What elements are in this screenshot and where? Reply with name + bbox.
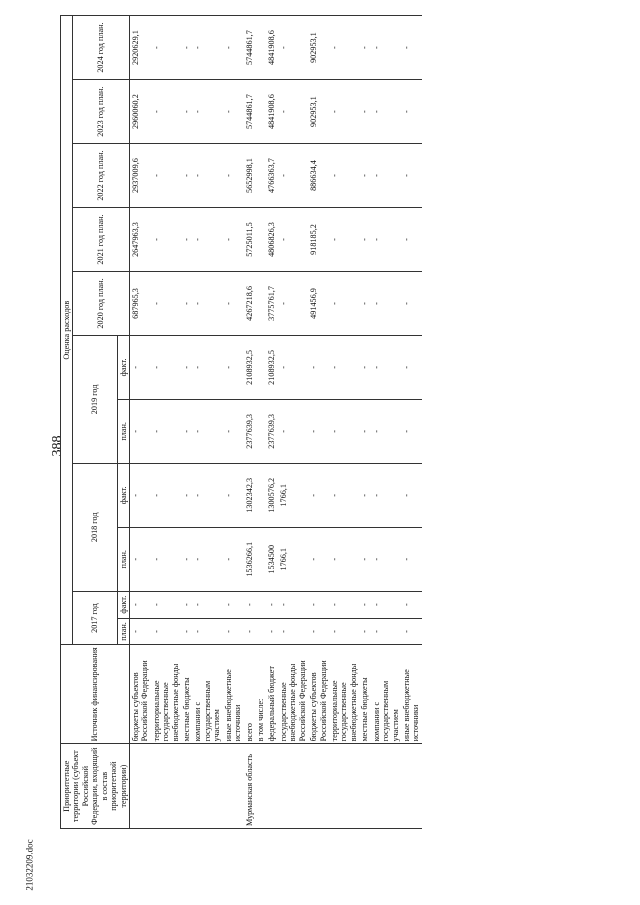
header-2017-fact: факт. [117, 591, 129, 618]
source-cell: государственные внебюджетные фонды Российской Федерации [278, 645, 308, 744]
value-cell: - [181, 463, 192, 527]
value-cell: - [278, 144, 308, 208]
value-cell: - [359, 527, 370, 591]
value-cell: - [129, 618, 150, 645]
value-cell [255, 527, 266, 591]
territory-cell [278, 744, 308, 829]
value-cell: 1534500 [266, 527, 277, 591]
territory-cell [192, 744, 222, 829]
table-row [223, 16, 244, 829]
value-cell: - [371, 463, 401, 527]
value-cell: - [359, 335, 370, 399]
value-cell: - [359, 271, 370, 335]
value-cell: - [192, 591, 222, 618]
value-cell: 1300576,2 [266, 463, 277, 527]
table-row [181, 16, 192, 829]
value-cell [255, 618, 266, 645]
value-cell: - [244, 618, 255, 645]
value-cell: - [371, 208, 401, 272]
source-cell: территориальные государственные внебюджетные фонды [329, 645, 359, 744]
value-cell: - [329, 271, 359, 335]
value-cell: - [223, 335, 244, 399]
value-cell: - [151, 144, 181, 208]
value-cell: 1536266,1 [244, 527, 255, 591]
value-cell: - [129, 591, 150, 618]
table-row [244, 16, 255, 829]
value-cell: - [401, 618, 422, 645]
header-2023: 2023 год план. [73, 80, 130, 144]
value-cell: - [278, 399, 308, 463]
source-cell: иные внебюджетные источники [401, 645, 422, 744]
value-cell: - [359, 399, 370, 463]
value-cell: 2647963,3 [129, 208, 150, 272]
value-cell: 2108932,5 [244, 335, 255, 399]
territory-cell [371, 744, 401, 829]
value-cell: - [181, 591, 192, 618]
source-cell: бюджеты субъектов Российской Федерации [129, 645, 150, 744]
value-cell: - [151, 80, 181, 144]
page-number: 388 [50, 435, 65, 457]
value-cell: - [401, 591, 422, 618]
value-cell: - [278, 16, 308, 80]
value-cell: 902953,1 [308, 16, 329, 80]
value-cell: - [223, 208, 244, 272]
header-2018-plan: план. [117, 527, 129, 591]
value-cell: - [129, 399, 150, 463]
source-cell: всего [244, 645, 255, 744]
territory-cell [223, 744, 244, 829]
table-row [129, 16, 150, 829]
value-cell: - [371, 591, 401, 618]
value-cell [255, 208, 266, 272]
value-cell: - [359, 208, 370, 272]
value-cell: - [192, 208, 222, 272]
source-cell: местные бюджеты [181, 645, 192, 744]
value-cell [255, 80, 266, 144]
header-source: Источник финансирования [61, 645, 130, 744]
territory-cell [401, 744, 422, 829]
value-cell: 886634,4 [308, 144, 329, 208]
value-cell: - [371, 335, 401, 399]
value-cell: - [192, 80, 222, 144]
value-cell: - [278, 618, 308, 645]
value-cell: - [151, 527, 181, 591]
header-2020: 2020 год план. [73, 271, 130, 335]
value-cell: - [359, 591, 370, 618]
value-cell: 5725011,5 [244, 208, 255, 272]
value-cell: - [359, 80, 370, 144]
value-cell: 2937009,6 [129, 144, 150, 208]
value-cell: - [151, 16, 181, 80]
value-cell: - [308, 335, 329, 399]
value-cell: - [329, 208, 359, 272]
value-cell: 5744861,7 [244, 80, 255, 144]
header-2021: 2021 год план. [73, 208, 130, 272]
table-row [401, 16, 422, 829]
value-cell: - [359, 16, 370, 80]
value-cell [255, 399, 266, 463]
value-cell: - [181, 335, 192, 399]
territory-cell [129, 744, 150, 829]
territory-cell [151, 744, 181, 829]
value-cell: - [278, 271, 308, 335]
value-cell: - [401, 271, 422, 335]
value-cell: - [192, 144, 222, 208]
value-cell: - [192, 399, 222, 463]
value-cell: - [192, 335, 222, 399]
value-cell: 687965,3 [129, 271, 150, 335]
value-cell: - [371, 399, 401, 463]
territory-cell [359, 744, 370, 829]
value-cell: 4841908,6 [266, 80, 277, 144]
rotated-table-container [60, 15, 640, 829]
value-cell: 918185,2 [308, 208, 329, 272]
value-cell: - [371, 16, 401, 80]
value-cell: - [151, 208, 181, 272]
value-cell: - [223, 399, 244, 463]
value-cell: 1766,1 [278, 527, 308, 591]
header-2017: 2017 год [73, 591, 117, 645]
source-cell: местные бюджеты [359, 645, 370, 744]
value-cell: - [129, 335, 150, 399]
value-cell: - [329, 144, 359, 208]
table-row [359, 16, 370, 829]
value-cell: 5652998,1 [244, 144, 255, 208]
table-row [151, 16, 181, 829]
value-cell: 5744861,7 [244, 16, 255, 80]
footer-doc-name: 21032209.doc [24, 839, 35, 891]
header-2022: 2022 год план. [73, 144, 130, 208]
value-cell: - [401, 144, 422, 208]
value-cell: - [181, 271, 192, 335]
value-cell: - [192, 16, 222, 80]
value-cell: - [401, 335, 422, 399]
value-cell: 4806826,3 [266, 208, 277, 272]
value-cell: - [278, 208, 308, 272]
value-cell [255, 591, 266, 618]
value-cell: - [129, 463, 150, 527]
source-cell: бюджеты субъектов Российской Федерации [308, 645, 329, 744]
value-cell: - [308, 618, 329, 645]
value-cell: - [401, 16, 422, 80]
source-cell: в том числе: [255, 645, 266, 744]
territory-cell [308, 744, 329, 829]
value-cell: - [278, 335, 308, 399]
value-cell: - [223, 144, 244, 208]
source-cell: федеральный бюджет [266, 645, 277, 744]
territory-cell [181, 744, 192, 829]
value-cell: 2960060,2 [129, 80, 150, 144]
table-row [192, 16, 222, 829]
table-row [255, 16, 266, 829]
value-cell: - [329, 618, 359, 645]
header-2019-fact: факт. [117, 335, 129, 399]
value-cell: - [192, 463, 222, 527]
value-cell: - [278, 80, 308, 144]
header-2018: 2018 год [73, 463, 117, 591]
value-cell: - [308, 399, 329, 463]
value-cell: - [223, 527, 244, 591]
value-cell: - [181, 618, 192, 645]
value-cell: - [329, 16, 359, 80]
value-cell: 1766,1 [278, 463, 308, 527]
value-cell: - [359, 463, 370, 527]
source-cell: компании с государственным участием [371, 645, 401, 744]
value-cell: - [181, 208, 192, 272]
value-cell: - [329, 591, 359, 618]
value-cell: - [181, 399, 192, 463]
value-cell [255, 271, 266, 335]
source-cell: территориальные государственные внебюджетные фонды [151, 645, 181, 744]
territory-cell: Мурманская область [244, 744, 255, 829]
value-cell: 2377639,3 [244, 399, 255, 463]
value-cell: - [401, 80, 422, 144]
value-cell: 2108932,5 [266, 335, 277, 399]
territory-cell [329, 744, 359, 829]
value-cell: - [151, 591, 181, 618]
value-cell: - [151, 271, 181, 335]
value-cell: - [181, 80, 192, 144]
value-cell: - [329, 463, 359, 527]
value-cell: - [192, 527, 222, 591]
value-cell: - [329, 527, 359, 591]
value-cell: - [181, 527, 192, 591]
expense-table [60, 15, 422, 829]
value-cell: - [371, 271, 401, 335]
value-cell: - [181, 16, 192, 80]
value-cell: 902953,1 [308, 80, 329, 144]
header-estimate: Оценка расходов [61, 16, 73, 645]
source-cell: иные внебюджетные источники [223, 645, 244, 744]
territory-cell [266, 744, 277, 829]
value-cell: 2377639,3 [266, 399, 277, 463]
value-cell: 491456,9 [308, 271, 329, 335]
value-cell: - [308, 527, 329, 591]
value-cell: - [223, 591, 244, 618]
value-cell: 1302342,3 [244, 463, 255, 527]
value-cell: - [371, 618, 401, 645]
table-body [129, 16, 421, 829]
value-cell: 4267218,6 [244, 271, 255, 335]
value-cell [255, 16, 266, 80]
value-cell: - [129, 527, 150, 591]
table-row [308, 16, 329, 829]
value-cell: - [223, 463, 244, 527]
value-cell: - [223, 80, 244, 144]
value-cell: - [359, 618, 370, 645]
value-cell: 2920629,1 [129, 16, 150, 80]
value-cell: - [192, 618, 222, 645]
table-row [266, 16, 277, 829]
value-cell: - [223, 16, 244, 80]
value-cell: - [151, 399, 181, 463]
value-cell: 4766363,7 [266, 144, 277, 208]
territory-cell [255, 744, 266, 829]
value-cell [255, 335, 266, 399]
value-cell: - [371, 144, 401, 208]
value-cell: - [371, 80, 401, 144]
value-cell: 3775761,7 [266, 271, 277, 335]
value-cell: - [401, 527, 422, 591]
value-cell: 4841908,6 [266, 16, 277, 80]
value-cell: - [151, 335, 181, 399]
source-cell: компании с государственным участием [192, 645, 222, 744]
value-cell: - [223, 271, 244, 335]
value-cell: - [266, 618, 277, 645]
value-cell: - [192, 271, 222, 335]
value-cell: - [401, 399, 422, 463]
value-cell: - [181, 144, 192, 208]
value-cell: - [329, 335, 359, 399]
value-cell: - [278, 591, 308, 618]
value-cell: - [151, 463, 181, 527]
header-territory: Приоритетные территории (субъект Российской Федерации, входящий в состав приоритетной территории) [61, 744, 130, 829]
table-row [371, 16, 401, 829]
value-cell: - [371, 527, 401, 591]
value-cell: - [266, 591, 277, 618]
value-cell: - [401, 463, 422, 527]
value-cell: - [151, 618, 181, 645]
value-cell: - [329, 80, 359, 144]
value-cell [255, 144, 266, 208]
value-cell: - [329, 399, 359, 463]
header-2019: 2019 год [73, 335, 117, 463]
value-cell: - [223, 618, 244, 645]
value-cell: - [308, 591, 329, 618]
table-row [278, 16, 308, 829]
header-2019-plan: план. [117, 399, 129, 463]
value-cell: - [401, 208, 422, 272]
header-2018-fact: факт. [117, 463, 129, 527]
value-cell: - [359, 144, 370, 208]
value-cell: - [244, 591, 255, 618]
value-cell [255, 463, 266, 527]
table-row [329, 16, 359, 829]
value-cell: - [308, 463, 329, 527]
header-2017-plan: план. [117, 618, 129, 645]
header-2024: 2024 год план. [73, 16, 130, 80]
